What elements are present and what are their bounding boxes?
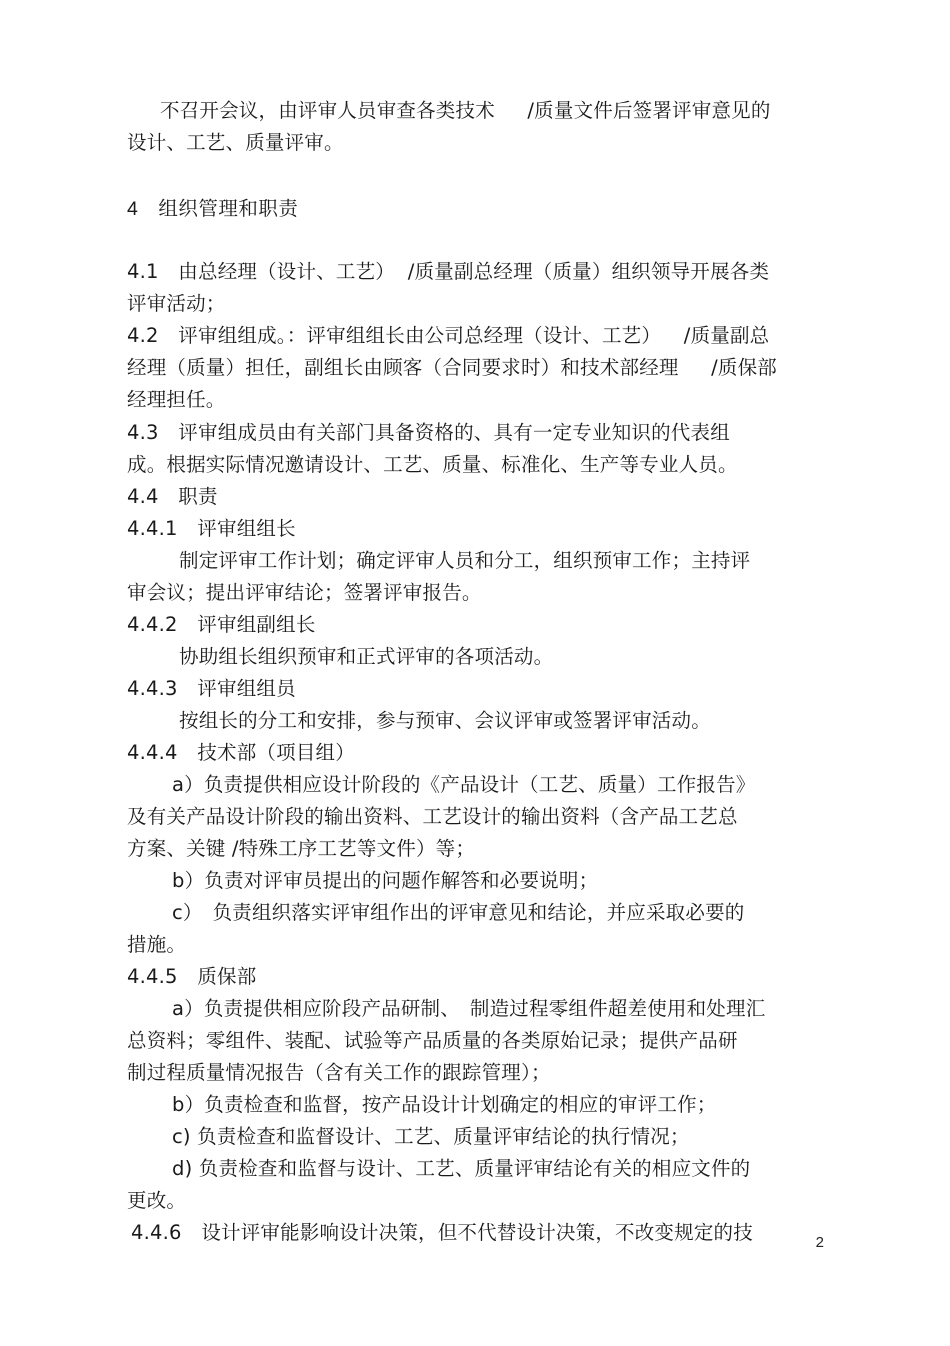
section-heading: 4 组织管理和职责 bbox=[127, 198, 299, 220]
text-line: 设计、工艺、质量评审。 bbox=[127, 131, 344, 154]
text-line: c） 负责组织落实评审组作出的评审意见和结论，并应采取必要的 bbox=[172, 901, 745, 924]
text-line: c) 负责检查和监督设计、工艺、质量评审结论的执行情况； bbox=[172, 1125, 690, 1148]
text-line: 经理担任。 bbox=[127, 388, 226, 411]
text-line: 4.3 评审组成员由有关部门具备资格的、具有一定专业知识的代表组 bbox=[127, 421, 730, 444]
page-number: 2 bbox=[815, 1234, 824, 1251]
text-line: 制过程质量情况报告（含有关工作的跟踪管理）； bbox=[127, 1061, 551, 1084]
text-line: 方案、关键 /特殊工序工艺等文件）等； bbox=[127, 837, 476, 860]
text-line: 制定评审工作计划；确定评审人员和分工，组织预审工作；主持评 bbox=[179, 549, 751, 572]
text-line: 评审活动； bbox=[127, 292, 226, 315]
subsection-heading: 4.4.6 设计评审能影响设计决策，但不代替设计决策，不改变规定的技 bbox=[131, 1221, 753, 1244]
text-line: 4.2 评审组组成。：评审组组长由公司总经理（设计、工艺） /质量副总 bbox=[127, 324, 770, 347]
text-line: 协助组长组织预审和正式评审的各项活动。 bbox=[179, 645, 554, 668]
text-line: a）负责提供相应设计阶段的《产品设计（工艺、质量）工作报告》 bbox=[172, 773, 756, 796]
text-line: 成。根据实际情况邀请设计、工艺、质量、标准化、生产等专业人员。 bbox=[127, 453, 738, 476]
text-line: 4.1 由总经理（设计、工艺） /质量副总经理（质量）组织领导开展各类 bbox=[127, 260, 770, 283]
text-line: 按组长的分工和安排，参与预审、会议评审或签署评审活动。 bbox=[179, 709, 711, 732]
text-line: 不召开会议，由评审人员审查各类技术 /质量文件后签署评审意见的 bbox=[160, 99, 771, 122]
text-line: d) 负责检查和监督与设计、工艺、质量评审结论有关的相应文件的 bbox=[172, 1157, 751, 1180]
text-line: b）负责检查和监督，按产品设计计划确定的相应的审评工作； bbox=[172, 1093, 717, 1116]
subsection-heading: 4.4.2 评审组副组长 bbox=[127, 613, 316, 636]
subsection-heading: 4.4.5 质保部 bbox=[127, 965, 257, 988]
subsection-heading: 4.4.3 评审组组员 bbox=[127, 677, 296, 700]
subsection-heading: 4.4.4 技术部（项目组） bbox=[127, 741, 355, 764]
text-line: 更改。 bbox=[127, 1189, 187, 1212]
subsection-heading: 4.4.1 评审组组长 bbox=[127, 517, 296, 540]
text-line: 审会议；提出评审结论；签署评审报告。 bbox=[127, 581, 482, 604]
text-line: 措施。 bbox=[127, 933, 187, 956]
text-line: a）负责提供相应阶段产品研制、 制造过程零组件超差使用和处理汇 bbox=[172, 997, 766, 1020]
text-line: 经理（质量）担任，副组长由顾客（合同要求时）和技术部经理 /质保部 bbox=[127, 356, 777, 379]
text-line: 及有关产品设计阶段的输出资料、工艺设计的输出资料（含产品工艺总 bbox=[127, 805, 738, 828]
subsection-heading: 4.4 职责 bbox=[127, 485, 218, 508]
text-line: 总资料；零组件、装配、试验等产品质量的各类原始记录；提供产品研 bbox=[127, 1029, 738, 1052]
text-line: b）负责对评审员提出的问题作解答和必要说明； bbox=[172, 869, 599, 892]
